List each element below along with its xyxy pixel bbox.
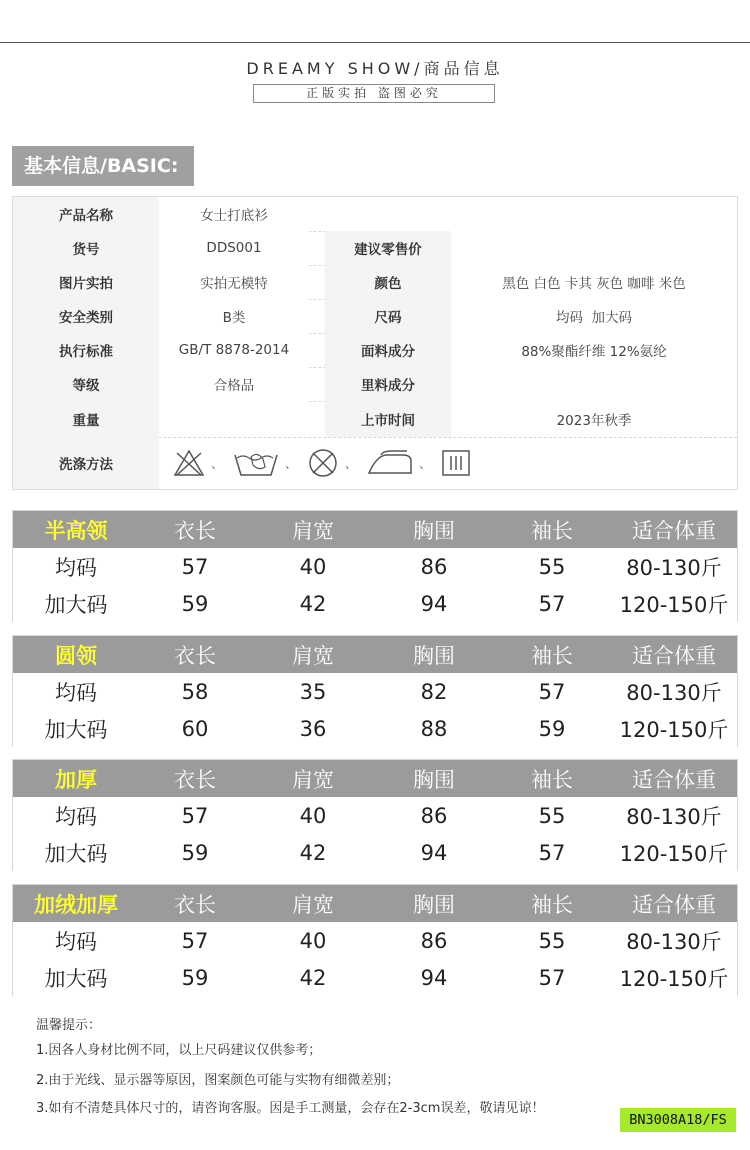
- column-header: 胸围: [413, 892, 455, 917]
- separator: 、: [285, 456, 298, 471]
- info-value: DDS001: [159, 231, 309, 265]
- size-cell: 加大码: [44, 592, 108, 617]
- info-value: [451, 367, 737, 401]
- table-row: [13, 834, 737, 871]
- table-cell: 94: [420, 591, 448, 616]
- table-cell: 42: [299, 965, 327, 990]
- basic-info-heading: 基本信息/BASIC:: [12, 146, 194, 186]
- size-cell: 均码: [55, 804, 97, 829]
- info-label: 重量: [13, 401, 159, 437]
- table-cell: 58: [181, 679, 209, 704]
- table-row: [13, 673, 737, 711]
- top-divider: [0, 42, 750, 43]
- table-cell: 57: [538, 591, 566, 616]
- info-label: 上市时间: [325, 401, 451, 437]
- product-code-badge: BN3008A18/FS: [620, 1108, 736, 1132]
- size-table-fleece-thick: [12, 884, 738, 996]
- table-cell: 57: [181, 803, 209, 828]
- table-cell: 82: [420, 679, 448, 704]
- info-label: 尺码: [325, 299, 451, 333]
- info-value: 黑色 白色 卡其 灰色 咖啡 米色: [451, 265, 737, 299]
- info-label: 颜色: [325, 265, 451, 299]
- info-value: 实拍无模特: [159, 265, 309, 299]
- table-cell: 59: [538, 716, 566, 741]
- info-row: [13, 367, 737, 402]
- separator: 、: [345, 456, 358, 471]
- table-cell: 86: [420, 928, 448, 953]
- info-row: [13, 197, 737, 232]
- table-cell: 80-130斤: [626, 680, 722, 705]
- table-cell: 86: [420, 554, 448, 579]
- info-row: [13, 231, 737, 266]
- table-cell: 42: [299, 591, 327, 616]
- table-cell: 80-130斤: [626, 929, 722, 954]
- table-cell: 55: [538, 554, 566, 579]
- column-header: 适合体重: [632, 767, 716, 792]
- table-cell: 120-150斤: [619, 966, 729, 991]
- tip-item: 2.由于光线、显示器等原因，图案颜色可能与实物有细微差别；: [36, 1073, 400, 1088]
- size-cell: 加大码: [44, 841, 108, 866]
- style-name: 圆领: [55, 643, 97, 668]
- column-header: 袖长: [531, 892, 573, 917]
- size-cell: 加大码: [44, 717, 108, 742]
- table-row: [13, 922, 737, 960]
- table-header: [13, 760, 737, 797]
- table-row: [13, 548, 737, 586]
- table-row: [13, 710, 737, 747]
- table-row: [13, 959, 737, 996]
- info-row: [13, 299, 737, 334]
- info-label: 产品名称: [13, 197, 159, 231]
- table-cell: 40: [299, 803, 327, 828]
- info-label: 安全类别: [13, 299, 159, 333]
- column-header: 袖长: [531, 518, 573, 543]
- table-cell: 59: [181, 591, 209, 616]
- info-label: 图片实拍: [13, 265, 159, 299]
- column-header: 袖长: [531, 767, 573, 792]
- column-header: 胸围: [413, 643, 455, 668]
- authenticity-notice: 正版实拍 盗图必究: [253, 84, 495, 103]
- table-cell: 57: [538, 679, 566, 704]
- column-header: 衣长: [174, 892, 216, 917]
- brand-title: DREAMY SHOW/商品信息: [246, 59, 504, 78]
- size-cell: 均码: [55, 929, 97, 954]
- tip-item: 1.因各人身材比例不同，以上尺码建议仅供参考；: [36, 1043, 322, 1058]
- table-cell: 120-150斤: [619, 717, 729, 742]
- column-header: 肩宽: [292, 643, 334, 668]
- tip-item: 3.如有不清楚具体尺寸的，请咨询客服。因是手工测量，会存在2-3cm误差，敬请见谅！: [36, 1101, 545, 1116]
- table-cell: 57: [538, 840, 566, 865]
- info-label: 等级: [13, 367, 159, 401]
- no-bleach-icon: [173, 449, 205, 477]
- table-cell: 59: [181, 965, 209, 990]
- table-cell: 55: [538, 803, 566, 828]
- separator: 、: [419, 456, 432, 471]
- table-cell: 59: [181, 840, 209, 865]
- table-cell: 57: [181, 554, 209, 579]
- info-value: [159, 401, 309, 437]
- table-cell: 60: [181, 716, 209, 741]
- info-value: 合格品: [159, 367, 309, 401]
- size-table-half-high-neck: [12, 510, 738, 622]
- table-cell: 94: [420, 840, 448, 865]
- style-name: 半高领: [44, 518, 108, 543]
- column-header: 肩宽: [292, 892, 334, 917]
- info-row-wash: [13, 437, 737, 489]
- separator: 、: [211, 456, 224, 471]
- style-name: 加厚: [55, 767, 97, 792]
- table-cell: 94: [420, 965, 448, 990]
- table-row: [13, 797, 737, 835]
- table-cell: 40: [299, 928, 327, 953]
- table-header: [13, 636, 737, 673]
- column-header: 肩宽: [292, 767, 334, 792]
- size-cell: 均码: [55, 680, 97, 705]
- info-label: 建议零售价: [325, 231, 451, 265]
- info-label: 货号: [13, 231, 159, 265]
- column-header: 肩宽: [292, 518, 334, 543]
- hand-wash-icon: [233, 449, 279, 477]
- column-header: 衣长: [174, 643, 216, 668]
- info-row: [13, 265, 737, 300]
- info-value: GB/T 8878-2014: [159, 333, 309, 367]
- column-header: 适合体重: [632, 643, 716, 668]
- table-cell: 57: [538, 965, 566, 990]
- size-cell: 加大码: [44, 966, 108, 991]
- info-value: 2023年秋季: [451, 401, 737, 437]
- column-header: 袖长: [531, 643, 573, 668]
- size-table-thick: [12, 759, 738, 871]
- style-name: 加绒加厚: [34, 892, 118, 917]
- table-header: [13, 511, 737, 548]
- info-value: [451, 231, 737, 265]
- column-header: 衣长: [174, 767, 216, 792]
- column-header: 胸围: [413, 767, 455, 792]
- line-dry-icon: [441, 449, 471, 477]
- table-cell: 42: [299, 840, 327, 865]
- column-header: 适合体重: [632, 518, 716, 543]
- info-value: 女士打底衫: [159, 197, 309, 231]
- info-row: [13, 333, 737, 368]
- column-header: 衣长: [174, 518, 216, 543]
- iron-icon: [367, 449, 413, 477]
- column-header: 适合体重: [632, 892, 716, 917]
- table-cell: 88: [420, 716, 448, 741]
- table-cell: 120-150斤: [619, 841, 729, 866]
- basic-info-table: [12, 196, 738, 490]
- info-label: 面料成分: [325, 333, 451, 367]
- table-cell: 80-130斤: [626, 804, 722, 829]
- table-cell: 120-150斤: [619, 592, 729, 617]
- size-table-round-neck: [12, 635, 738, 747]
- info-label: 里料成分: [325, 367, 451, 401]
- tips-title: 温馨提示：: [36, 1018, 102, 1033]
- table-row: [13, 585, 737, 622]
- table-cell: 35: [299, 679, 327, 704]
- table-cell: 55: [538, 928, 566, 953]
- table-cell: 36: [299, 716, 327, 741]
- info-row: [13, 401, 737, 438]
- info-value: 88%聚酯纤维 12%氨纶: [451, 333, 737, 367]
- size-cell: 均码: [55, 555, 97, 580]
- info-value: 均码 加大码: [451, 299, 737, 333]
- info-label: 洗涤方法: [13, 437, 159, 489]
- info-value: B类: [159, 299, 309, 333]
- column-header: 胸围: [413, 518, 455, 543]
- no-tumble-dry-icon: [307, 448, 339, 478]
- table-cell: 86: [420, 803, 448, 828]
- info-label: 执行标准: [13, 333, 159, 367]
- wash-icons: [173, 437, 471, 489]
- table-cell: 57: [181, 928, 209, 953]
- table-cell: 40: [299, 554, 327, 579]
- table-header: [13, 885, 737, 922]
- table-cell: 80-130斤: [626, 555, 722, 580]
